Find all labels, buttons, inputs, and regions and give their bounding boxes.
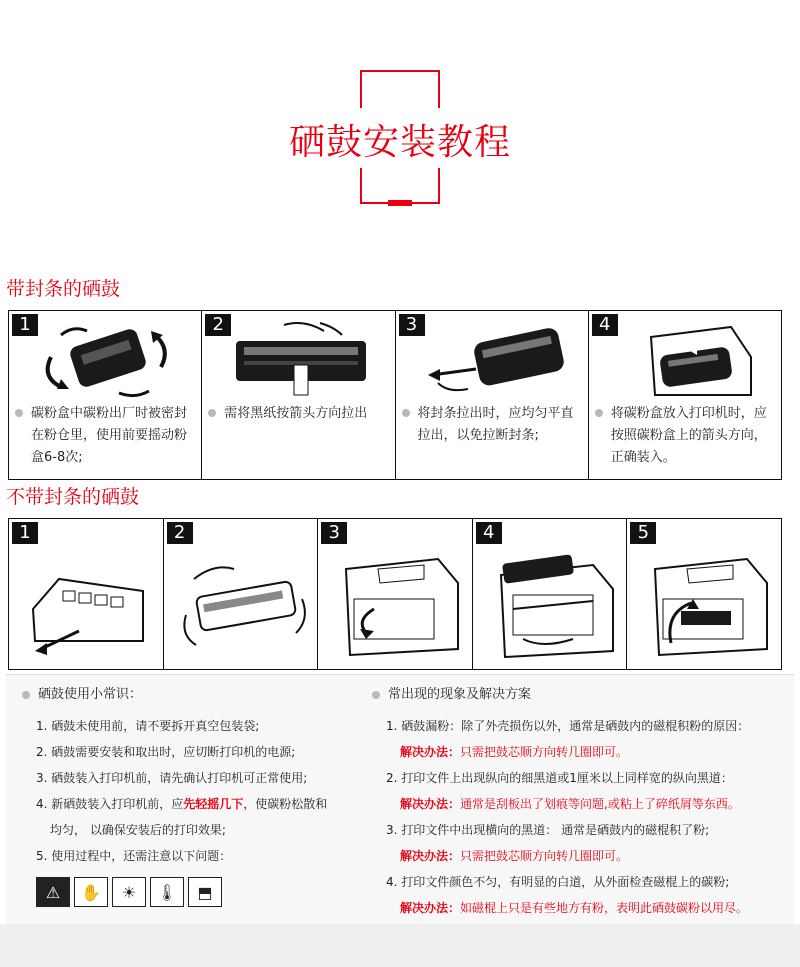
- insert-cartridge-illustration: [611, 317, 761, 401]
- step-caption: 碳粉盒中碳粉出厂时被密封在粉仓里，使用前要摇动粉盒6-8次;: [15, 403, 195, 469]
- open-printer-cover-illustration: [328, 539, 464, 665]
- warning-triangle-icon: ⚠: [36, 877, 70, 907]
- tip-item: 1. 硒鼓未使用前，请不要拆开真空包装袋;: [36, 719, 260, 733]
- step-number: 1: [12, 522, 38, 544]
- pull-black-paper-illustration: [224, 317, 374, 401]
- solution-item: 解决办法：只需把鼓芯顺方向转几圈即可。: [400, 849, 629, 863]
- title-frame-bottom: [360, 168, 440, 204]
- unsealed-step-4: [473, 519, 628, 669]
- sealed-step-1: [9, 311, 202, 479]
- unsealed-step-3: [318, 519, 473, 669]
- tip-item-continued: 均匀， 以确保安装后的打印效果;: [50, 823, 226, 837]
- tip-item: 2. 硒鼓需要安装和取出时，应切断打印机的电源;: [36, 745, 296, 759]
- unsealed-step-5: [627, 519, 781, 669]
- remove-from-package-illustration: [19, 539, 155, 665]
- step-caption: 将碳粉盒放入打印机时，应按照碳粉盒上的箭头方向，正确装入。: [595, 403, 775, 469]
- shake-cartridge-illustration: [31, 317, 181, 401]
- title-underline-bar: [388, 200, 412, 206]
- step-caption: 将封条拉出时，应均匀平直拉出，以免拉断封条;: [402, 403, 582, 447]
- bottom-band: [0, 924, 800, 967]
- keep-upright-icon: ⬒: [188, 877, 222, 907]
- solution-item: 解决办法：如磁棍上只是有些地方有粉，表明此硒鼓碳粉以用尽。: [400, 901, 749, 915]
- insert-drum-illustration: [483, 539, 619, 665]
- step-caption: 需将黑纸按箭头方向拉出: [208, 403, 388, 425]
- page-title: 硒鼓安装教程: [288, 122, 511, 163]
- problem-item: 4. 打印文件颜色不匀，有明显的白道，从外面检查磁棍上的碳粉;: [386, 875, 730, 889]
- tip-highlight: 先轻摇几下: [183, 797, 244, 811]
- section-heading-unsealed: 不带封条的硒鼓: [6, 486, 140, 508]
- temperature-icon: 🌡: [150, 877, 184, 907]
- unsealed-steps-row: [8, 518, 782, 670]
- solution-item: 解决办法：通常是刮板出了划痕等问题,或粘上了碎纸屑等东西。: [400, 797, 740, 811]
- no-touch-drum-icon: ✋: [74, 877, 108, 907]
- sealed-step-4: [589, 311, 781, 479]
- sealed-step-3: [396, 311, 589, 479]
- step-number: 4: [476, 522, 502, 544]
- troubleshooting: [370, 685, 790, 921]
- step-number: 3: [399, 314, 425, 336]
- warning-icons: [36, 877, 370, 907]
- solution-item: 解决办法：只需把鼓芯顺方向转几圈即可。: [400, 745, 629, 759]
- usage-tips-heading: 硒鼓使用小常识：: [20, 685, 370, 705]
- close-printer-cover-illustration: [637, 539, 773, 665]
- step-number: 4: [592, 314, 618, 336]
- problem-item: 1. 硒鼓漏粉：除了外壳损伤以外，通常是硒鼓内的磁棍积粉的原因：: [386, 719, 750, 733]
- section-heading-sealed: 带封条的硒鼓: [6, 278, 121, 300]
- tip-item: 5. 使用过程中，还需注意以下问题：: [36, 849, 232, 863]
- sealed-step-2: [202, 311, 395, 479]
- usage-tips: [20, 685, 370, 907]
- unsealed-step-2: [164, 519, 319, 669]
- step-number: 2: [167, 522, 193, 544]
- problem-item: 2. 打印文件上出现纵向的细黑道或1厘米以上同样宽的纵向黑道：: [386, 771, 733, 785]
- problem-item: 3. 打印文件中出现横向的黑道： 通常是硒鼓内的磁棍积了粉;: [386, 823, 710, 837]
- step-number: 3: [321, 522, 347, 544]
- step-number: 2: [205, 314, 231, 336]
- shake-drum-illustration: [174, 539, 310, 665]
- unsealed-step-1: [9, 519, 164, 669]
- no-sunlight-icon: ☀: [112, 877, 146, 907]
- pull-seal-strip-illustration: [418, 317, 568, 401]
- tip-item: 4. 新硒鼓装入打印机前，应先轻摇几下，使碳粉松散和: [36, 797, 328, 811]
- troubleshooting-heading: 常出现的现象及解决方案: [370, 685, 790, 705]
- sealed-steps-row: [8, 310, 782, 480]
- tips-panel: [6, 674, 794, 924]
- step-number: 5: [630, 522, 656, 544]
- tip-item: 3. 硒鼓装入打印机前，请先确认打印机可正常使用;: [36, 771, 308, 785]
- step-number: 1: [12, 314, 38, 336]
